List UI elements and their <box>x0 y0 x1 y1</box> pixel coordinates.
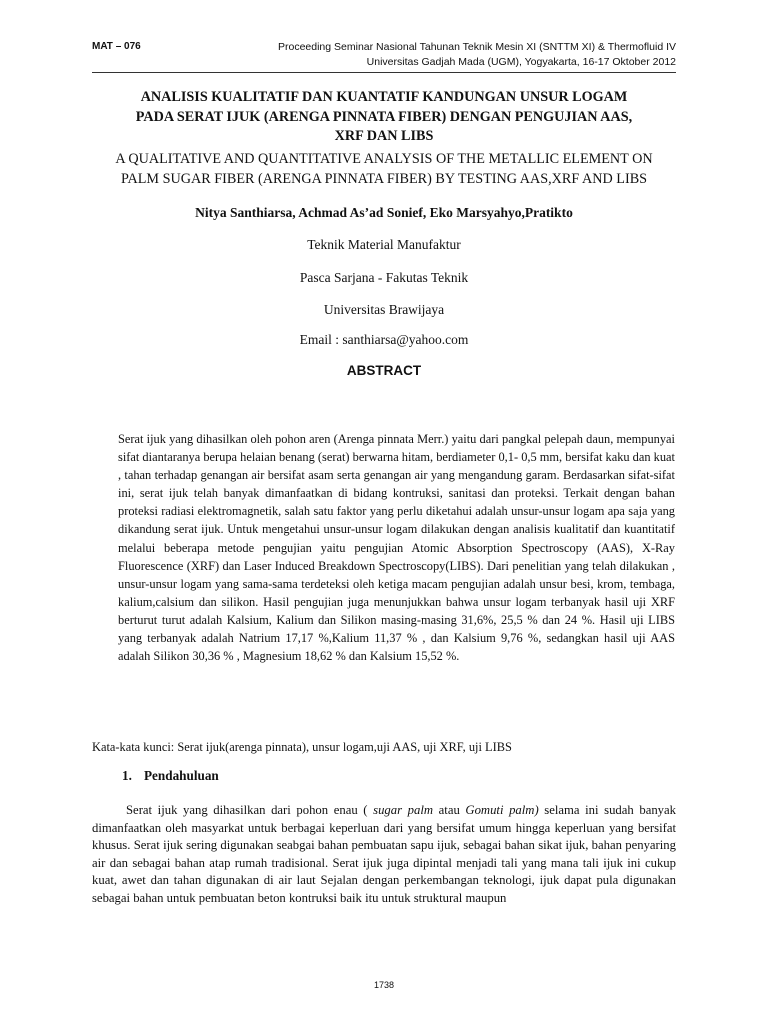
title-line: PALM SUGAR FIBER (ARENGA PINNATA FIBER) BY TESTING AAS,XRF AND LIBS <box>120 170 648 187</box>
paragraph-italic: Gomuti palm) <box>465 803 539 817</box>
section-title: Pendahuluan <box>144 768 219 783</box>
affiliation-faculty: Pasca Sarjana - Fakutas Teknik <box>299 270 469 285</box>
paragraph-text: Serat ijuk yang dihasilkan dari pohon enau ( <box>126 803 374 817</box>
author-email: Email : santhiarsa@yahoo.com <box>299 332 469 347</box>
header-rule <box>92 72 676 73</box>
proceeding-header <box>226 40 676 70</box>
paper-title-english <box>92 150 676 189</box>
title-line: PADA SERAT IJUK (ARENGA PINNATA FIBER) DENGAN PENGUJIAN AAS, <box>135 108 633 125</box>
affiliation-department: Teknik Material Manufaktur <box>307 237 461 252</box>
paragraph-italic: sugar palm <box>373 803 434 817</box>
section-paragraph <box>92 802 676 908</box>
section-number: 1. <box>122 768 132 783</box>
keywords: Kata-kata kunci: Serat ijuk(arenga pinnata), unsur logam,uji AAS, uji XRF, uji LIBS <box>92 740 512 754</box>
title-line: ANALISIS KUALITATIF DAN KUANTATIF KANDUNGAN UNSUR LOGAM <box>140 89 628 105</box>
title-line: A QUALITATIVE AND QUANTITATIVE ANALYSIS OF THE METALLIC ELEMENT ON <box>115 151 653 167</box>
paper-title-indonesian <box>92 88 676 147</box>
affiliation-university: Universitas Brawijaya <box>323 302 445 317</box>
abstract-body: Serat ijuk yang dihasilkan oleh pohon aren (Arenga pinnata Merr.) yaitu dari pangkal pelepah daun, mempunyai sifat diantaranya berupa helaian benang (serat) berwarna hitam, berdiameter 0,1- 0,5 mm, bersifat kaku dan kuat , tahan terhadap genangan air bersifat asam serta genangan air yang mengandung garam. Berdasarkan sifat-sifat ini, serat ijuk telah banyak dimanfaatkan di bidang kontruksi, sanitasi dan proteksi. Terkait dengan bahan proteksi radiasi elektromagnetik, salah satu faktor yang perlu diketahui adalah unsur-unsur logam apa saja yang dikandung serat ijuk. Untuk mengetahui unsur-unsur logam dilakukan dengan analisis kualitatif dan kuantitatif melalui beberapa metode pengujian yaitu pengujian Atomic Absorption Spectroscopy (AAS), X-Ray Fluorescence (XRF) dan Laser Induced Breakdown Spectroscopy(LIBS). Dari penelitian yang telah dilakukan , unsur-unsur logam yang sama-sama terdeteksi oleh ketiga macam pengujian adalah unsur besi, krom, tembaga, kalium,calsium dan silikon. Hasil pengujian juga menunjukkan bahwa unsur logam terbanyak hasil uji XRF berturut turut adalah Kalsium, Kalium dan Silikon masing-masing 31,6%, 25,5 % dan 24 %. Hasil uji LIBS yang terbanyak adalah Natrium 17,17 %,Kalium 11,37 % , dan Kalsium 9,76 %, sedangkan hasil uji AAS adalah Silikon 30,36 % , Magnesium 18,62 % dan Kalsium 15,52 %. <box>118 432 676 664</box>
header-code: MAT – 076 <box>92 41 141 52</box>
paragraph-text: selama ini sudah banyak dimanfaatkan oleh masyarkat untuk berbagai keperluan dari yang bersifat umum hingga keperluan yang bersifat khusus. Serat ijuk sering digunakan seabgai bahan pembuatan sapu ijuk, sebagai bahan sikat ijuk, bahan penyaring air dan sebagai bahan atap rumah tradisional. Serat ijuk juga dipintal menjadi tali yang mana tali ijuk ini cukup kuat, awet dan tahan digunakan di air laut Sejalan dengan perkembangan teknologi, ijuk dapat pula digunakan sebagai bahan untuk pembuatan beton kontruksi baik itu untuk struktural maupun <box>92 803 676 905</box>
proceeding-title: Proceeding Seminar Nasional Tahunan Teknik Mesin XI (SNTTM XI) & Thermofluid IV <box>277 41 676 53</box>
proceeding-venue: Universitas Gadjah Mada (UGM), Yogyakarta, 16-17 Oktober 2012 <box>366 56 676 68</box>
abstract-heading: ABSTRACT <box>346 363 422 378</box>
section-heading <box>122 768 219 784</box>
page-number: 1738 <box>373 980 395 990</box>
author-list: Nitya Santhiarsa, Achmad As’ad Sonief, Eko Marsyahyo,Pratikto <box>195 205 573 220</box>
paragraph-text: atau <box>433 803 466 817</box>
title-line: XRF DAN LIBS <box>334 128 434 144</box>
